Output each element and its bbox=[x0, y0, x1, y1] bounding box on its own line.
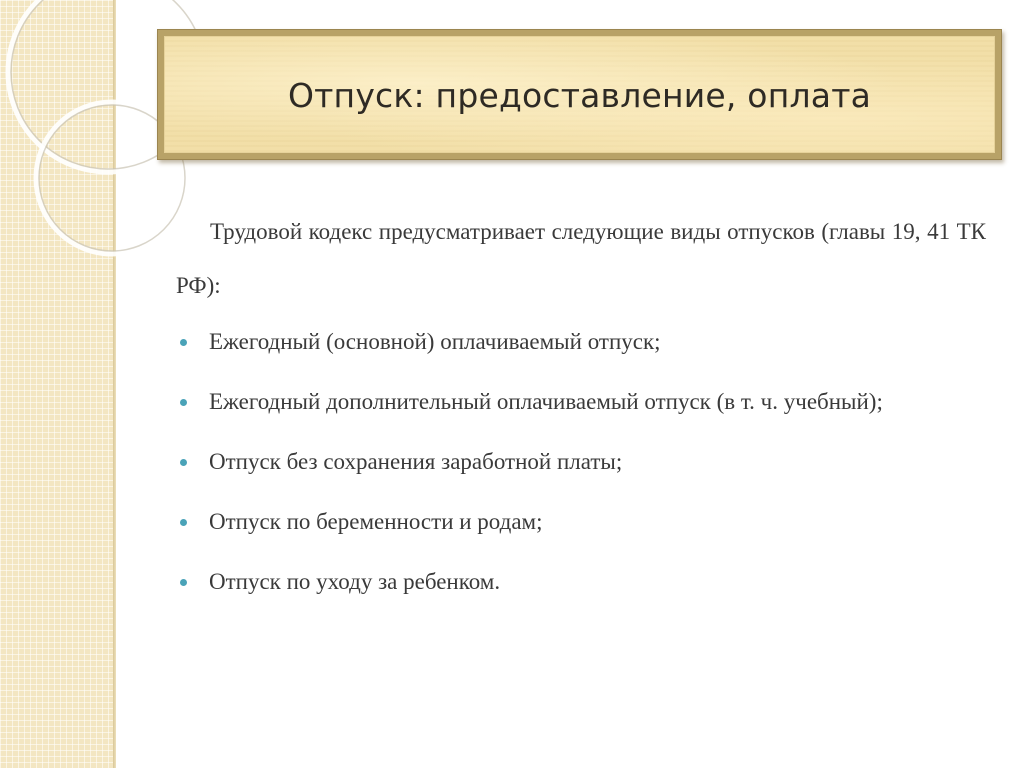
list-item bbox=[176, 555, 986, 609]
list-item-text: Ежегодный дополнительный оплачиваемый отпуск (в т. ч. учебный); bbox=[209, 389, 883, 414]
list-item bbox=[176, 435, 986, 489]
bullet-icon bbox=[180, 399, 187, 406]
list-item bbox=[176, 495, 986, 549]
bullet-icon bbox=[180, 519, 187, 526]
bullet-icon bbox=[180, 339, 187, 346]
bullet-icon bbox=[180, 459, 187, 466]
title-panel bbox=[164, 36, 995, 153]
leave-types-list bbox=[176, 315, 986, 609]
list-item bbox=[176, 375, 986, 429]
intro-paragraph: Трудовой кодекс предусматривает следующие виды отпусков (главы 19, 41 ТК РФ): bbox=[176, 219, 986, 298]
slide-title: Отпуск: предоставление, оплата bbox=[287, 76, 872, 115]
list-item-text: Ежегодный (основной) оплачиваемый отпуск; bbox=[209, 329, 661, 354]
content-area bbox=[176, 205, 986, 615]
list-item bbox=[176, 315, 986, 369]
bullet-icon bbox=[180, 579, 187, 586]
list-item-text: Отпуск без сохранения заработной платы; bbox=[209, 449, 623, 474]
list-item-text: Отпуск по беременности и родам; bbox=[209, 509, 543, 534]
title-frame bbox=[157, 29, 1002, 160]
list-item-text: Отпуск по уходу за ребенком. bbox=[209, 569, 501, 594]
